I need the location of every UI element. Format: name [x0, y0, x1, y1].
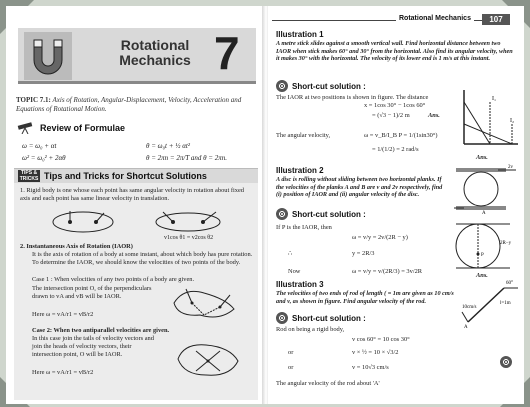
- magnet-icon: [24, 32, 72, 80]
- rigid-body-figure: [38, 207, 238, 237]
- tips-heading: Tips and Tricks for Shortcut Solutions: [44, 171, 207, 181]
- svg-text:A: A: [464, 325, 468, 328]
- illustration-2-text: A disc is rolling without sliding between two horizontal planks. If the velocities of the planks A and B are v and 2v respectively, find (i) position of IAOR and (ii) angular velocity of the disc.: [276, 176, 443, 199]
- spiral-icon: [500, 356, 512, 368]
- solution-text: The angular velocity,: [276, 132, 331, 139]
- svg-text:l=1m: l=1m: [500, 301, 511, 306]
- solution-equation: v × ½ = 10 × √3/2: [352, 349, 399, 356]
- illustration-3-heading: Illustration 3: [276, 280, 324, 289]
- illustration-1-text: A metre stick slides against a smooth vertical wall. Find horizontal distance between two IAOR when stick makes 60° and 30° from the horizontal. Also find its angular velocity, when it makes 30° with the horizontal. The velocity of its lower end is 1 m/s at this instant.: [276, 40, 513, 63]
- solution-equation: ω = v/y = 2v/(2R − y): [352, 234, 408, 241]
- solution-equation: v = 10√3 cm/s: [352, 364, 389, 371]
- svg-text:I₁: I₁: [492, 96, 497, 102]
- page-number: 107: [482, 14, 510, 25]
- right-page: [268, 6, 524, 404]
- chapter-header: [18, 28, 256, 84]
- formulae-heading: Review of Formulae: [40, 123, 126, 133]
- illustration-1-heading: Illustration 1: [276, 30, 324, 39]
- solution-equation: ω = v_B/I_B P = 1/(1sin30°): [364, 132, 438, 139]
- spiral-icon: [276, 80, 288, 92]
- spiral-icon: [276, 208, 288, 220]
- formula: θ = 2πn = 2π/T and θ = 2πn.: [146, 154, 228, 162]
- solution-equation: x = 1cos 30° − 1cos 60°: [364, 102, 426, 109]
- solution-text: Now: [288, 268, 301, 275]
- chapter-title: [100, 38, 210, 68]
- case-2-text: In this case join the tails of velocity vectors and join the heads of velocity vectors, their intersection point, O will be IAOR.: [32, 335, 154, 359]
- case-2-heading: Case 2: When two antiparallel velocities are given.: [32, 327, 170, 334]
- solution-equation: = (√3 − 1)/2 m: [372, 112, 410, 119]
- tip-2-text: It is the axis of rotation of a body at some instant, about which body has pure rotation. To determine the IAOR, we should know the velocities of two points of the body.: [32, 251, 253, 267]
- case-1-heading: Case 1 : When velocities of any two points of a body are given.: [32, 276, 195, 283]
- case-1-formula: Here ω = vA/r1 = vB/r2: [32, 311, 94, 318]
- chapter-title-line: Mechanics: [119, 52, 191, 68]
- running-title: Rotational Mechanics: [396, 15, 474, 22]
- sliding-stick-figure: [454, 88, 520, 150]
- shortcut-heading: Short-cut solution :: [292, 82, 366, 91]
- svg-text:A: A: [482, 211, 486, 214]
- tips-tricks-icon: TIPS & TRICKS: [19, 170, 39, 182]
- answer-label: Ans.: [428, 112, 440, 119]
- svg-text:I₂: I₂: [510, 118, 515, 124]
- chapter-title-line: Rotational: [120, 37, 190, 53]
- svg-text:60°: 60°: [506, 281, 513, 286]
- rod-figure: [460, 278, 520, 328]
- disc-iaor-figure: [450, 218, 520, 274]
- case-1-text: The intersection point O, of the perpendiculars drawn to vA and vB will be IAOR.: [32, 285, 152, 301]
- answer-label: Ans.: [476, 272, 488, 279]
- iaor-figure-2: [170, 337, 246, 381]
- illustration-2-heading: Illustration 2: [276, 166, 324, 175]
- figure-caption: v1cos θ1 = v2cos θ2: [164, 235, 214, 241]
- solution-equation: y = 2R/3: [352, 250, 375, 257]
- solution-text: If P is the IAOR, then: [276, 224, 332, 231]
- rolling-disc-figure: [454, 164, 518, 214]
- topic-label: TOPIC 7.1:: [16, 96, 51, 104]
- svg-text:2v: 2v: [508, 165, 513, 170]
- telescope-icon: [16, 122, 36, 134]
- iaor-figure-1: [164, 283, 244, 323]
- svg-text:10cm/s: 10cm/s: [462, 305, 477, 310]
- tip-2-heading: 2. Instantaneous Axis of Rotation (IAOR): [20, 243, 133, 250]
- shortcut-heading: Short-cut solution :: [292, 314, 366, 323]
- svg-text:2R−y: 2R−y: [500, 241, 512, 246]
- tips-header-bar: [14, 169, 258, 183]
- formula: ω = ω₀ + αt: [22, 142, 57, 150]
- illustration-3-text: The velocities of two ends of rod of length ( = 1m are given as 10 cm/s and v, as shown in figure. Find angular velocity of the rod.: [276, 290, 454, 305]
- shortcut-heading: Short-cut solution :: [292, 210, 366, 219]
- formula: ω² = ω₀² + 2αθ: [22, 154, 66, 162]
- solution-symbol: ∴: [288, 250, 293, 257]
- solution-text: The angular velocity of the rod about 'A': [276, 380, 380, 387]
- tip-1: 1. Rigid body is one whose each point has same angular velocity in rotation about fixed axis and each point has same linear velocity in translation.: [20, 187, 244, 203]
- solution-text: Rod on being a rigid body,: [276, 326, 345, 333]
- solution-text: The IAOR at two positions is shown in figure. The distance: [276, 94, 429, 101]
- topic-text: Axis of Rotation, Angular-Displacement, Velocity, Acceleration and Equations of Rotational Motion.: [16, 96, 242, 113]
- solution-text: or: [288, 349, 294, 356]
- spiral-icon: [276, 312, 288, 324]
- solution-equation: = 1/(1/2) = 2 rad/s: [372, 146, 419, 153]
- answer-label: Ans.: [476, 154, 488, 161]
- solution-equation: v cos 60° = 10 cos 30°: [352, 336, 410, 343]
- chapter-number: 7: [214, 27, 240, 79]
- case-2-formula: Here ω = vA/r1 = vB/r2: [32, 369, 94, 376]
- svg-text:P: P: [481, 253, 484, 258]
- solution-equation: ω = v/y = v/(2R/3) = 3v/2R: [352, 268, 423, 275]
- left-page: [6, 6, 264, 404]
- topic-heading: [16, 96, 256, 114]
- formula: θ = ω₀t + ½ αt²: [146, 142, 190, 150]
- tips-section: [14, 168, 258, 400]
- solution-text: or: [288, 364, 294, 371]
